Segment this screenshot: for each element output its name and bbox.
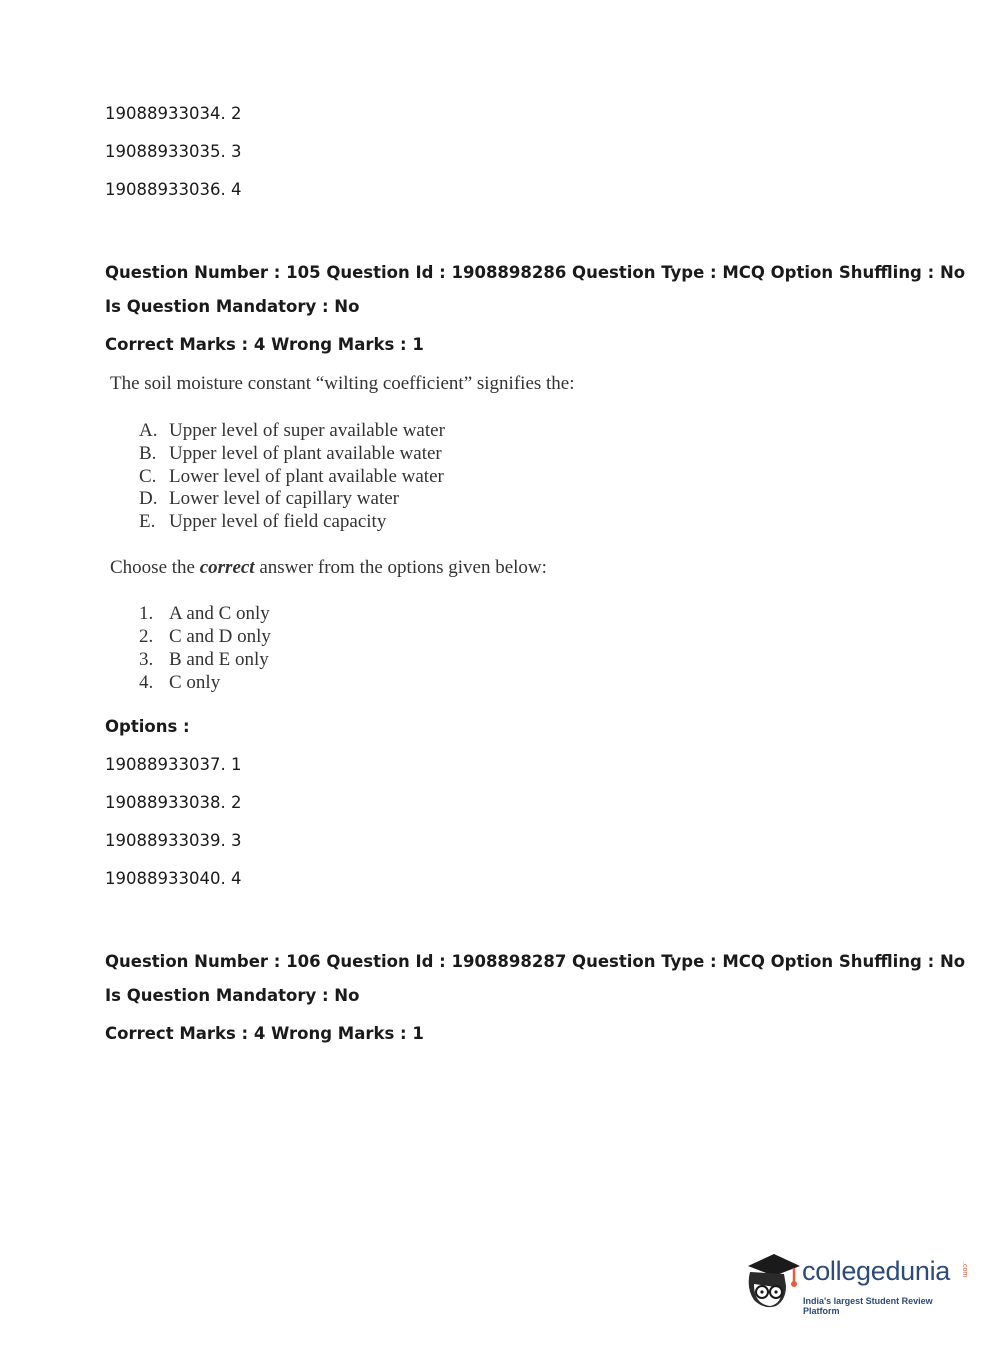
option-line: 19088933040. 4 <box>105 869 242 888</box>
option-line: 19088933037. 1 <box>105 755 242 774</box>
collegedunia-logo <box>740 1248 970 1318</box>
statement-item: B. Upper level of plant available water <box>139 443 442 464</box>
answer-item: 4. C only <box>139 672 221 693</box>
question-header: Question Number : 106 Question Id : 1908898287 Question Type : MCQ Option Shuffling : No <box>105 952 966 971</box>
option-line: 19088933039. 3 <box>105 831 242 850</box>
question-mandatory: Is Question Mandatory : No <box>105 986 360 1005</box>
statement-item: E. Upper level of field capacity <box>139 511 387 532</box>
statement-item: A. Upper level of super available water <box>139 420 445 441</box>
option-line: 19088933036. 4 <box>105 180 242 199</box>
answer-item: 3. B and E only <box>139 649 269 670</box>
question-header: Question Number : 105 Question Id : 1908898286 Question Type : MCQ Option Shuffling : No <box>105 263 966 282</box>
question-mandatory: Is Question Mandatory : No <box>105 297 360 316</box>
option-line: 19088933038. 2 <box>105 793 242 812</box>
options-label: Options : <box>105 717 190 736</box>
question-stem: The soil moisture constant “wilting coefficient” signifies the: <box>110 373 575 394</box>
question-marks: Correct Marks : 4 Wrong Marks : 1 <box>105 1024 424 1043</box>
choose-instruction: Choose the correct answer from the options given below: <box>110 557 547 578</box>
option-line: 19088933035. 3 <box>105 142 242 161</box>
statement-item: C. Lower level of plant available water <box>139 466 444 487</box>
question-marks: Correct Marks : 4 Wrong Marks : 1 <box>105 335 424 354</box>
statement-item: D. Lower level of capillary water <box>139 488 399 509</box>
answer-item: 2. C and D only <box>139 626 271 647</box>
answer-item: 1. A and C only <box>139 603 270 624</box>
logo-name: collegedunia <box>802 1256 951 1286</box>
logo-com: .com <box>961 1262 968 1278</box>
logo-tagline: India's largest Student Review Platform <box>803 1296 933 1316</box>
option-line: 19088933034. 2 <box>105 104 242 123</box>
mascot-icon <box>740 1248 802 1314</box>
